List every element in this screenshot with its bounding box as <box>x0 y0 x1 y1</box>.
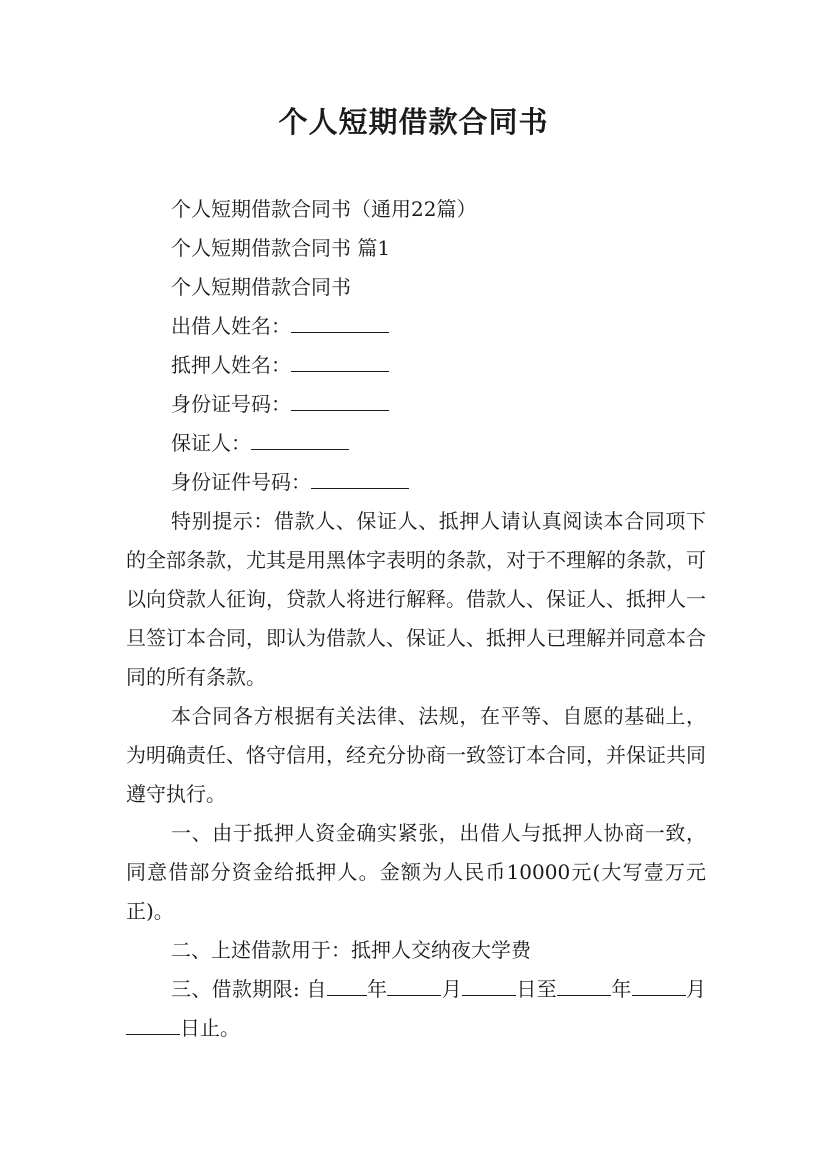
preamble-paragraph: 本合同各方根据有关法律、法规，在平等、自愿的基础上，为明确责任、恪守信用，经充分协商一致签订本合同，并保证共同遵守执行。 <box>126 704 706 806</box>
term-day: 日止。 <box>180 1016 240 1040</box>
fill-blank <box>327 973 367 996</box>
id-document-number-field <box>126 463 706 502</box>
mortgagor-name-field <box>126 346 706 385</box>
fill-blank <box>291 349 389 372</box>
term-prefix: 三、借款期限: 自 <box>171 977 327 1001</box>
header-line: 个人短期借款合同书 篇1 <box>171 236 391 260</box>
lender-name-field <box>126 307 706 346</box>
clause-3-paragraph <box>126 970 706 1048</box>
field-label: 抵押人姓名： <box>171 353 291 377</box>
fill-blank <box>251 427 349 450</box>
clause-2-paragraph: 二、上述借款用于：抵押人交纳夜大学费 <box>171 938 531 962</box>
field-label: 身份证件号码： <box>171 470 311 494</box>
fill-blank <box>557 973 611 996</box>
fill-blank <box>462 973 516 996</box>
guarantor-field <box>126 424 706 463</box>
term-month: 月 <box>685 977 706 1001</box>
fill-blank <box>291 388 389 411</box>
fill-blank <box>632 973 686 996</box>
clause-1-paragraph: 一、由于抵押人资金确实紧张，出借人与抵押人协商一致，同意借部分资金给抵押人。金额为人民币10000元(大写壹万元正)。 <box>126 821 706 923</box>
term-day: 日至 <box>516 977 558 1001</box>
term-month: 月 <box>441 977 463 1001</box>
header-line: 个人短期借款合同书（通用22篇） <box>171 197 477 221</box>
term-year: 年 <box>611 977 632 1001</box>
document-body <box>126 190 706 1048</box>
fill-blank <box>387 973 441 996</box>
field-label: 出借人姓名： <box>171 314 291 338</box>
fill-blank <box>291 310 389 333</box>
fill-blank <box>126 1012 180 1035</box>
header-line: 个人短期借款合同书 <box>171 275 351 299</box>
id-number-field <box>126 385 706 424</box>
special-notice-paragraph: 特别提示：借款人、保证人、抵押人请认真阅读本合同项下的全部条款，尤其是用黑体字表明的条款，对于不理解的条款，可以向贷款人征询，贷款人将进行解释。借款人、保证人、抵押人一旦签订本合同，即认为借款人、保证人、抵押人已理解并同意本合同的所有条款。 <box>126 509 706 689</box>
field-label: 身份证号码： <box>171 392 291 416</box>
document-title: 个人短期借款合同书 <box>278 105 549 139</box>
fill-blank <box>311 466 409 489</box>
field-label: 保证人： <box>171 431 251 455</box>
term-year: 年 <box>366 977 388 1001</box>
